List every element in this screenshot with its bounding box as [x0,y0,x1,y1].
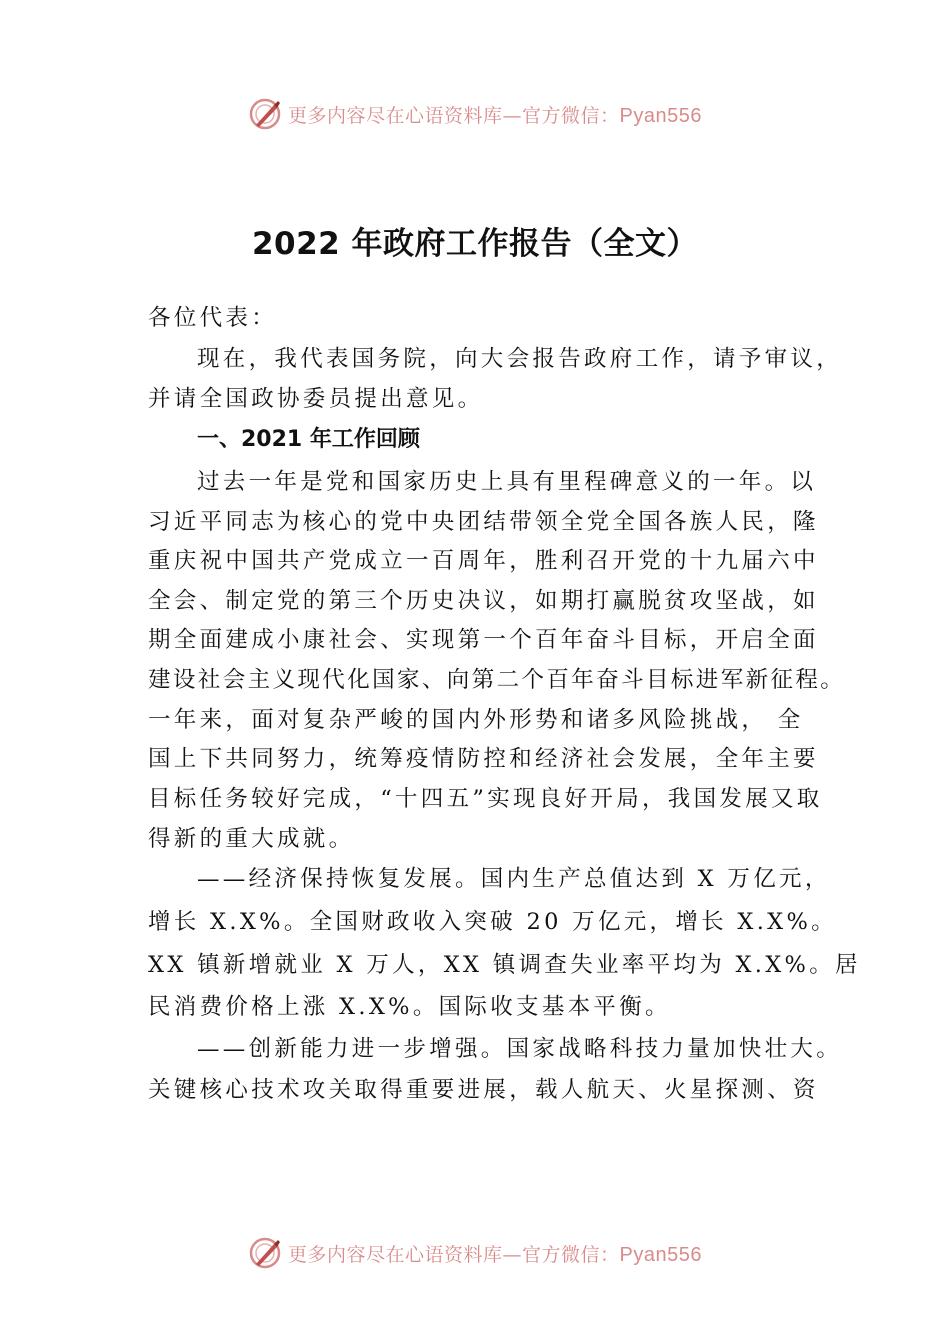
footer-watermark-banner [0,1233,950,1273]
paragraph-line: 增长 X.X%。全国财政收入突破 20 万亿元，增长 X.X%。 [148,909,837,935]
paragraph-line: ——经济保持恢复发展。国内生产总值达到 X 万亿元， [197,866,831,892]
paragraph-line: 建设社会主义现代化国家、向第二个百年奋斗目标进军新征程。 [148,667,846,693]
intro-line-2: 并请全国政协委员提出意见。 [148,386,484,412]
paragraph-line: 目标任务较好完成，“十四五”实现良好开局，我国发展又取 [148,786,823,812]
paragraph-line: 关键核心技术攻关取得重要进展，载人航天、火星探测、资 [148,1077,819,1103]
pen-seal-logo-icon [248,97,282,131]
paragraph-line: ——创新能力进一步增强。国家战略科技力量加快壮大。 [197,1036,843,1062]
wechat-id: Pyan556 [619,1243,702,1266]
header-watermark-banner [0,94,950,134]
paragraph-line: 民消费价格上涨 X.X%。国际收支基本平衡。 [148,994,671,1020]
paragraph-line: 习近平同志为核心的党中央团结带领全党全国各族人民，隆 [148,509,819,535]
paragraph-line: 一年来，面对复杂严峻的国内外形势和诸多风险挑战， 全 [148,707,804,733]
wechat-id: Pyan556 [619,104,702,127]
pen-seal-logo-icon [248,1236,282,1270]
document-title: 2022 年政府工作报告（全文） [251,226,699,262]
paragraph-line: 过去一年是党和国家历史上具有里程碑意义的一年。以 [197,469,817,495]
paragraph-line: 期全面建成小康社会、实现第一个百年奋斗目标，开启全面 [148,627,819,653]
section-heading: 一、2021 年工作回顾 [197,427,420,452]
paragraph-line: 全会、制定党的第三个历史决议，如期打赢脱贫攻坚战，如 [148,588,819,614]
salutation: 各位代表： [148,305,278,331]
paragraph-line: 重庆祝中国共产党成立一百周年，胜利召开党的十九届六中 [148,548,819,574]
watermark-text: 更多内容尽在心语资料库—官方微信：Pyan556 [288,1243,702,1266]
intro-line-1: 现在，我代表国务院，向大会报告政府工作，请予审议， [197,346,843,372]
paragraph-line: XX 镇新增就业 X 万人，XX 镇调查失业率平均为 X.X%。居 [148,952,861,978]
watermark-text: 更多内容尽在心语资料库—官方微信：Pyan556 [288,104,702,127]
paragraph-line: 国上下共同努力，统筹疫情防控和经济社会发展，全年主要 [148,746,819,772]
paragraph-line: 得新的重大成就。 [148,826,355,852]
